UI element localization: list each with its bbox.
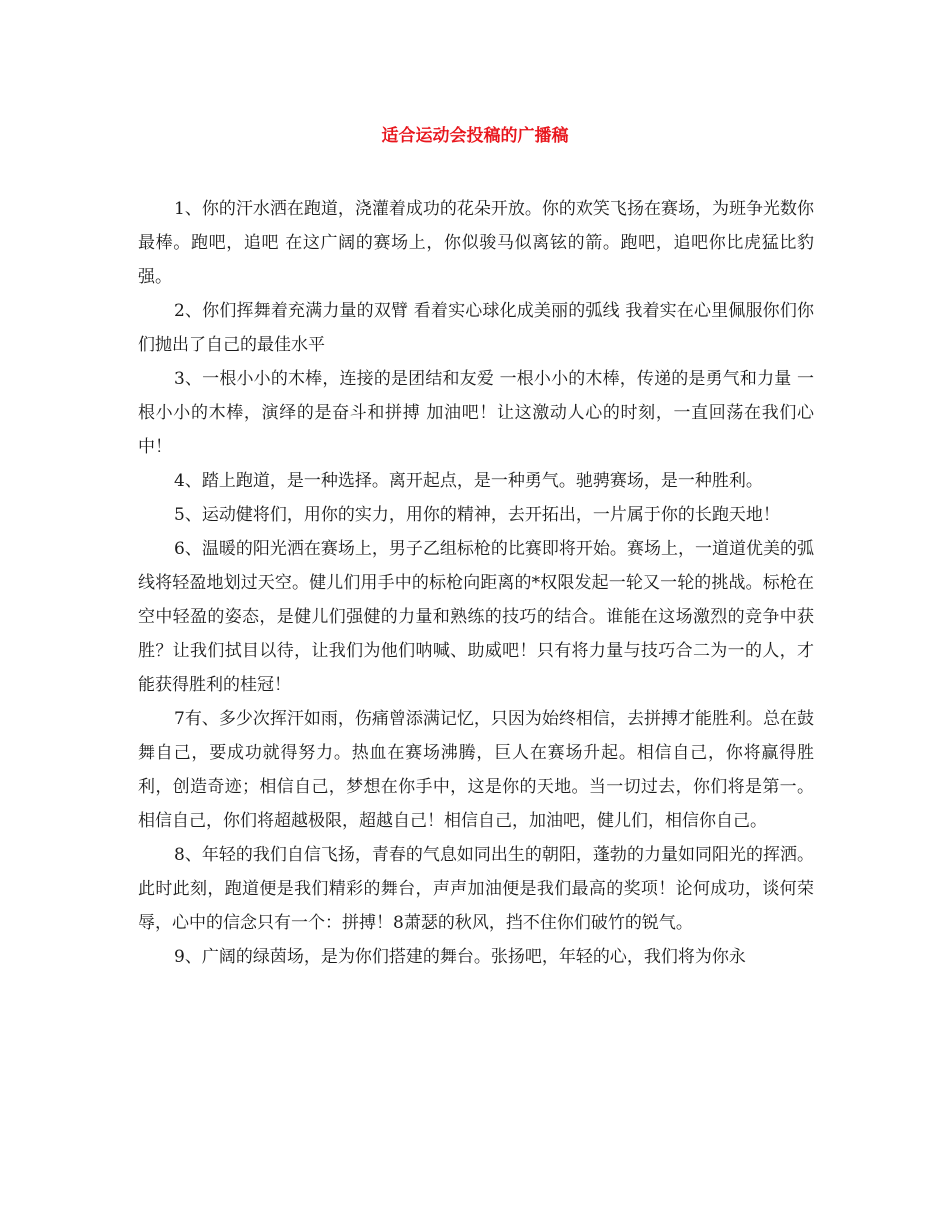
paragraph-4: 4、踏上跑道，是一种选择。离开起点，是一种勇气。驰骋赛场，是一种胜利。 <box>174 471 763 491</box>
paragraph-7: 7有、多少次挥汗如雨，伤痛曾添满记忆，只因为始终相信，去拼搏才能胜利。总在鼓舞自己，要成功就得努力。热血在赛场沸腾，巨人在赛场升起。相信自己，你将赢得胜利，创造奇迹；相信自己，梦想在你手中，这是你的天地。当一切过去，你们将是第一。相信自己，你们将超越极限，超越自己！相信自己，加油吧，健儿们，相信你自己。 <box>138 709 814 831</box>
paragraph-6: 6、温暖的阳光洒在赛场上，男子乙组标枪的比赛即将开始。赛场上，一道道优美的弧线将轻盈地划过天空。健儿们用手中的标枪向距离的*权限发起一轮又一轮的挑战。标枪在空中轻盈的姿态，是健儿们强健的力量和熟练的技巧的结合。谁能在这场激烈的竞争中获胜？让我们拭目以待，让我们为他们呐喊、助威吧！只有将力量与技巧合二为一的人，才能获得胜利的桂冠！ <box>138 539 814 695</box>
paragraph-1: 1、你的汗水洒在跑道，浇灌着成功的花朵开放。你的欢笑飞扬在赛场，为班争光数你最棒。跑吧，追吧 在这广阔的赛场上，你似骏马似离铉的箭。跑吧，追吧你比虎猛比豹强。 <box>138 199 814 287</box>
paragraph-8: 8、年轻的我们自信飞扬，青春的气息如同出生的朝阳，蓬勃的力量如同阳光的挥洒。此时此刻，跑道便是我们精彩的舞台，声声加油便是我们最高的奖项！论何成功，谈何荣辱，心中的信念只有一个：拼搏！8萧瑟的秋风，挡不住你们破竹的锐气。 <box>138 845 814 933</box>
paragraph-9: 9、广阔的绿茵场，是为你们搭建的舞台。张扬吧，年轻的心，我们将为你永 <box>174 947 746 967</box>
document-title: 适合运动会投稿的广播稿 <box>381 126 569 146</box>
paragraph-5: 5、运动健将们，用你的实力，用你的精神，去开拓出，一片属于你的长跑天地！ <box>174 505 780 525</box>
paragraph-3: 3、一根小小的木棒，连接的是团结和友爱 一根小小的木棒，传递的是勇气和力量 一根小小的木棒，演绎的是奋斗和拼搏 加油吧！让这激动人心的时刻，一直回荡在我们心中！ <box>138 369 814 457</box>
paragraph-2: 2、你们挥舞着充满力量的双臂 看着实心球化成美丽的弧线 我着实在心里佩服你们你们抛出了自己的最佳水平 <box>138 301 814 355</box>
document-body <box>138 192 814 974</box>
